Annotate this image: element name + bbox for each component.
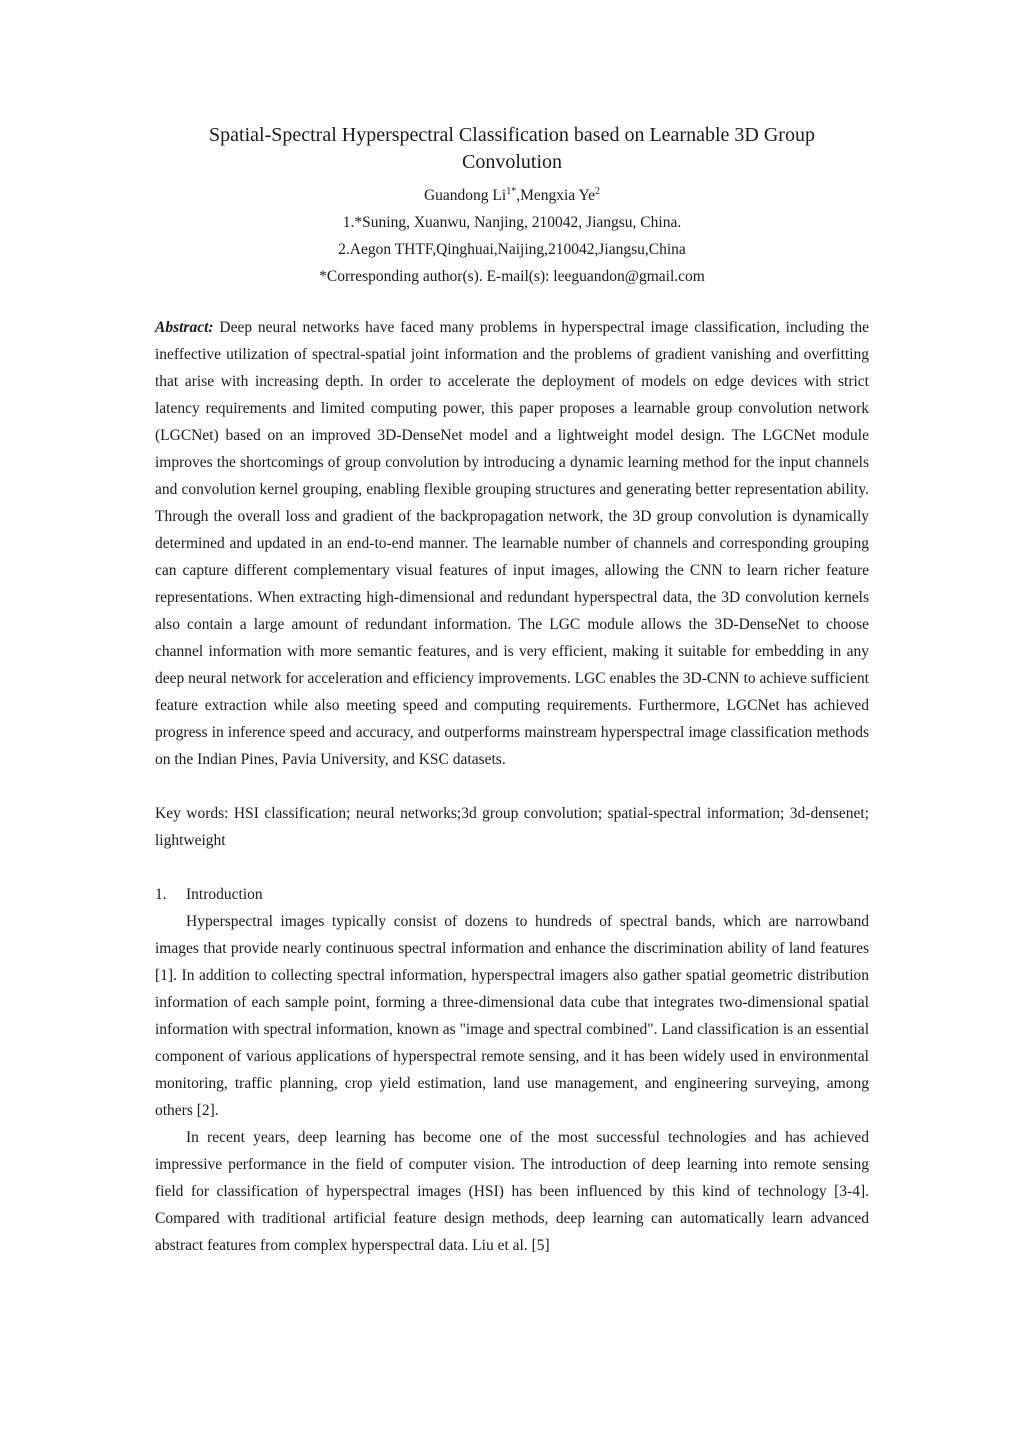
abstract: [155, 314, 869, 773]
keywords: Key words: HSI classification; neural networks;3d group convolution; spatial-spectral information; 3d-densenet; lightweight: [155, 805, 869, 849]
section-heading-introduction: [155, 881, 869, 908]
abstract-label: Abstract:: [155, 319, 214, 336]
author-name-2: Mengxia Ye: [520, 187, 596, 204]
abstract-text: Deep neural networks have faced many problems in hyperspectral image classification, including the ineffective utilization of spectral-spatial joint information and the problems of gradient vanishing and overfitting that arise with increasing depth. In order to accelerate the deployment of models on edge devices with strict latency requirements and limited computing power, this paper proposes a learnable group convolution network (LGCNet) based on an improved 3D-DenseNet model and a lightweight model design. The LGCNet module improves the shortcomings of group convolution by introducing a dynamic learning method for the input channels and convolution kernel grouping, enabling flexible grouping structures and generating better representation ability. Through the overall loss and gradient of the backpropagation network, the 3D group convolution is dynamically determined and updated in an end-to-end manner. The learnable number of channels and corresponding grouping can capture different complementary visual features of input images, allowing the CNN to learn richer feature representations. When extracting high-dimensional and redundant hyperspectral data, the 3D convolution kernels also contain a large amount of redundant information. The LGC module allows the 3D-DenseNet to choose channel information with more semantic features, and is very efficient, making it suitable for embedding in any deep neural network for acceleration and efficiency improvements. LGC enables the 3D-CNN to achieve sufficient feature extraction while also meeting speed and computing requirements. Furthermore, LGCNet has achieved progress in inference speed and accuracy, and outperforms mainstream hyperspectral image classification methods on the Indian Pines, Pavia University, and KSC datasets.: [155, 319, 869, 768]
affiliation-2: 2.Aegon THTF,Qinghuai,Naijing,210042,Jiangsu,China: [338, 241, 686, 258]
intro-paragraph-2: In recent years, deep learning has become one of the most successful technologies and has achieved impressive performance in the field of computer vision. The introduction of deep learning into remote sensing field for classification of hyperspectral images (HSI) has been influenced by this kind of technology [3-4]. Compared with traditional artificial feature design methods, deep learning can automatically learn advanced abstract features from complex hyperspectral data. Liu et al. [5]: [155, 1129, 869, 1254]
paper-title: [155, 122, 869, 176]
corresponding-author: *Corresponding author(s). E-mail(s): leeguandon@gmail.com: [319, 268, 705, 285]
paper-title-line-1: Spatial-Spectral Hyperspectral Classification based on Learnable 3D Group: [209, 124, 815, 146]
author-separator: ,: [516, 187, 521, 204]
author-list: [155, 182, 869, 209]
section-title: Introduction: [186, 886, 263, 903]
paper-title-line-2: Convolution: [461, 151, 562, 173]
paper-page: [155, 122, 869, 1259]
author-1-affiliation-mark: 1*: [506, 186, 517, 197]
affiliation-1: 1.*Suning, Xuanwu, Nanjing, 210042, Jiangsu, China.: [342, 214, 682, 231]
author-2-affiliation-mark: 2: [595, 186, 601, 197]
section-number: 1.: [155, 886, 167, 903]
intro-paragraph-1: Hyperspectral images typically consist of dozens to hundreds of spectral bands, which are narrowband images that provide nearly continuous spectral information and enhance the discrimination ability of land features [1]. In addition to collecting spectral information, hyperspectral imagers also gather spatial geometric distribution information of each sample point, forming a three-dimensional data cube that integrates two-dimensional spatial information with spectral information, known as "image and spectral combined". Land classification is an essential component of various applications of hyperspectral remote sensing, and it has been widely used in environmental monitoring, traffic planning, crop yield estimation, land use management, and engineering surveying, among others [2].: [155, 913, 869, 1119]
author-name-1: Guandong Li: [423, 187, 507, 204]
